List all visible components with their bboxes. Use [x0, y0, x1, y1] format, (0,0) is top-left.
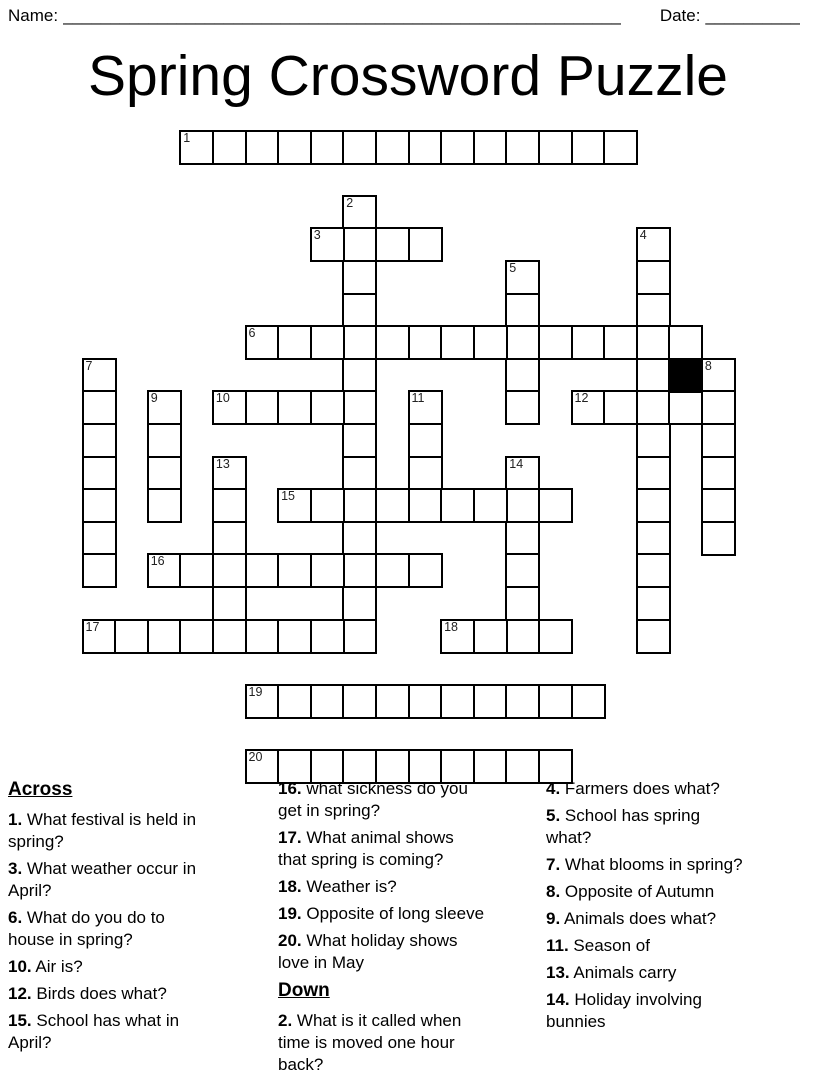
grid-cell[interactable] — [179, 553, 214, 588]
clue-14 — [546, 989, 746, 1033]
grid-cell[interactable] — [147, 456, 182, 491]
grid-cell[interactable] — [310, 488, 345, 523]
grid-cell[interactable] — [636, 423, 671, 458]
grid-cell[interactable] — [277, 488, 312, 523]
grid-cell[interactable] — [408, 390, 443, 425]
clue-text: What blooms in spring? — [560, 855, 743, 874]
clue-text: What animal shows that spring is coming? — [278, 828, 454, 869]
clue-number: 20. — [278, 931, 302, 950]
grid-cell[interactable] — [668, 325, 703, 360]
clues-column-1 — [8, 778, 278, 1059]
clue-number: 14. — [546, 990, 570, 1009]
grid-cell[interactable] — [538, 684, 573, 719]
clue-number: 11. — [546, 936, 569, 955]
grid-cell[interactable] — [375, 553, 410, 588]
cell-number: 9 — [150, 391, 158, 406]
grid-cell[interactable] — [505, 488, 540, 523]
grid-cell[interactable] — [571, 130, 606, 165]
grid-cell[interactable] — [440, 325, 475, 360]
cell-number: 8 — [704, 358, 712, 373]
grid-cell[interactable] — [310, 553, 345, 588]
grid-cell[interactable] — [701, 456, 736, 491]
clue-5 — [546, 805, 746, 849]
grid-cell[interactable] — [375, 325, 410, 360]
grid-cell[interactable] — [342, 130, 377, 165]
grid-cell[interactable] — [342, 325, 377, 360]
cell-number: 7 — [85, 358, 93, 373]
cell-number: 11 — [411, 391, 425, 406]
grid-cell[interactable] — [473, 684, 508, 719]
clue-text: Animals carry — [569, 963, 677, 982]
grid-cell[interactable] — [505, 390, 540, 425]
clue-text: Opposite of Autumn — [560, 882, 715, 901]
grid-cell[interactable] — [408, 456, 443, 491]
clue-18 — [278, 876, 486, 898]
grid-cell[interactable] — [82, 423, 117, 458]
clue-text: Animals does what? — [560, 909, 717, 928]
cell-number: 16 — [150, 554, 165, 569]
grid-cell[interactable] — [473, 130, 508, 165]
grid-cell[interactable] — [538, 325, 573, 360]
clue-number: 6. — [8, 908, 23, 927]
date-label: Date: — [659, 6, 701, 25]
grid-cell[interactable] — [408, 488, 443, 523]
grid-cell[interactable] — [310, 684, 345, 719]
grid-cell[interactable] — [505, 456, 540, 491]
grid-cell[interactable] — [375, 227, 410, 262]
grid-cell[interactable] — [212, 553, 247, 588]
grid-cell[interactable] — [82, 456, 117, 491]
grid-cell[interactable] — [212, 586, 247, 621]
grid-cell[interactable] — [505, 553, 540, 588]
clue-4 — [546, 778, 746, 800]
grid-cell[interactable] — [147, 390, 182, 425]
grid-cell[interactable] — [538, 488, 573, 523]
name-blank-line: ___________________________________________________________ — [63, 6, 621, 25]
grid-cell[interactable] — [408, 325, 443, 360]
clue-number: 15. — [8, 1011, 32, 1030]
grid-cell[interactable] — [310, 227, 345, 262]
name-label: Name: — [8, 6, 59, 25]
grid-cell[interactable] — [636, 553, 671, 588]
clue-1 — [8, 809, 213, 853]
grid-cell[interactable] — [603, 325, 638, 360]
grid-cell[interactable] — [636, 456, 671, 491]
clue-6 — [8, 907, 213, 951]
clue-text: Birds does what? — [31, 984, 167, 1003]
clue-19 — [278, 903, 486, 925]
grid-cell[interactable] — [440, 619, 475, 654]
clue-text: Air is? — [31, 957, 83, 976]
grid-cell[interactable] — [342, 488, 377, 523]
cell-number: 6 — [248, 326, 256, 341]
grid-cell[interactable] — [701, 488, 736, 523]
grid-cell[interactable] — [505, 586, 540, 621]
cell-number: 15 — [281, 489, 295, 504]
cell-number: 18 — [444, 619, 458, 634]
grid-cell[interactable] — [636, 488, 671, 523]
grid-cell[interactable] — [408, 684, 443, 719]
grid-cell[interactable] — [310, 130, 345, 165]
clue-3 — [8, 858, 213, 902]
clue-text: What weather occur in April? — [8, 859, 197, 900]
grid-cell[interactable] — [342, 423, 377, 458]
grid-cell[interactable] — [505, 619, 540, 654]
grid-cell[interactable] — [375, 130, 410, 165]
grid-cell[interactable] — [408, 227, 443, 262]
grid-cell[interactable] — [505, 684, 540, 719]
grid-cell[interactable] — [82, 488, 117, 523]
cell-number: 10 — [215, 391, 230, 406]
grid-cell[interactable] — [701, 390, 736, 425]
grid-cell[interactable] — [212, 488, 247, 523]
grid-cell[interactable] — [245, 390, 280, 425]
clue-number: 4. — [546, 779, 561, 798]
clue-10 — [8, 956, 213, 978]
clue-13 — [546, 962, 746, 984]
grid-cell[interactable] — [701, 521, 736, 556]
grid-cell[interactable] — [277, 390, 312, 425]
cell-number: 4 — [639, 228, 647, 243]
grid-cell[interactable] — [82, 619, 117, 654]
clue-number: 9. — [546, 909, 561, 928]
clue-number: 17. — [278, 828, 302, 847]
grid-cell[interactable] — [342, 260, 377, 295]
cell-number: 13 — [215, 456, 230, 471]
clue-number: 18. — [278, 877, 302, 896]
clue-16 — [278, 778, 486, 822]
grid-cell[interactable] — [342, 293, 377, 328]
cell-number: 12 — [574, 391, 589, 406]
clue-text: Opposite of long sleeve — [301, 904, 485, 923]
clue-7 — [546, 854, 746, 876]
clue-number: 3. — [8, 859, 23, 878]
cell-number: 5 — [509, 260, 517, 275]
grid-cell[interactable] — [114, 619, 149, 654]
clue-20 — [278, 930, 486, 974]
grid-cell[interactable] — [505, 260, 540, 295]
grid-cell[interactable] — [636, 227, 671, 262]
grid-cell[interactable] — [440, 684, 475, 719]
clue-number: 2. — [278, 1011, 293, 1030]
grid-cell[interactable] — [538, 619, 573, 654]
cell-number: 1 — [183, 130, 191, 145]
grid-cell[interactable] — [342, 684, 377, 719]
clue-number: 7. — [546, 855, 561, 874]
date-blank-line: __________ — [705, 6, 800, 25]
grid-cell[interactable] — [440, 130, 475, 165]
grid-cell[interactable] — [636, 390, 671, 425]
grid-cell[interactable] — [701, 423, 736, 458]
grid-cell[interactable] — [473, 488, 508, 523]
grid-cell[interactable] — [147, 619, 182, 654]
clues-section — [8, 778, 808, 1081]
cell-number: 14 — [509, 456, 524, 471]
grid-cell[interactable] — [375, 684, 410, 719]
clue-text: Holiday involving bunnies — [546, 990, 702, 1031]
clue-text: what sickness do you get in spring? — [278, 779, 468, 820]
cell-number: 2 — [346, 195, 354, 210]
clue-2 — [278, 1010, 486, 1076]
grid-cell[interactable] — [701, 358, 736, 393]
grid-cell[interactable] — [245, 619, 280, 654]
grid-cell[interactable] — [668, 390, 703, 425]
clue-number: 19. — [278, 904, 302, 923]
grid-cell[interactable] — [310, 390, 345, 425]
grid-cell[interactable] — [571, 684, 606, 719]
clue-number: 1. — [8, 810, 23, 829]
grid-cell[interactable] — [636, 260, 671, 295]
grid-cell[interactable] — [147, 488, 182, 523]
grid-cell[interactable] — [473, 325, 508, 360]
clue-text: What is it called when time is moved one hour back? — [278, 1011, 462, 1074]
grid-cell[interactable] — [245, 553, 280, 588]
cell-number: 19 — [248, 684, 263, 699]
grid-cell[interactable] — [82, 358, 117, 393]
grid-cell[interactable] — [342, 553, 377, 588]
clue-text: School has what in April? — [8, 1011, 180, 1052]
clue-15 — [8, 1010, 213, 1054]
across-section-header: Across — [8, 779, 73, 800]
clue-number: 12. — [8, 984, 32, 1003]
grid-cell[interactable] — [505, 293, 540, 328]
clue-text: What do you do to house in spring? — [8, 908, 165, 949]
grid-cell[interactable] — [342, 390, 377, 425]
grid-cell[interactable] — [277, 619, 312, 654]
grid-cell[interactable] — [375, 488, 410, 523]
grid-cell[interactable] — [636, 293, 671, 328]
clue-text: Weather is? — [301, 877, 397, 896]
grid-cell[interactable] — [342, 586, 377, 621]
grid-cell[interactable] — [473, 619, 508, 654]
grid-cell[interactable] — [212, 521, 247, 556]
grid-cell[interactable] — [440, 488, 475, 523]
grid-cell[interactable] — [571, 390, 606, 425]
grid-cell[interactable] — [277, 684, 312, 719]
grid-cell[interactable] — [245, 130, 280, 165]
cell-number: 3 — [313, 228, 321, 243]
grid-cell[interactable] — [538, 130, 573, 165]
clue-8 — [546, 881, 746, 903]
grid-cell[interactable] — [310, 619, 345, 654]
puzzle-title: Spring Crossword Puzzle — [88, 44, 728, 108]
grid-cell[interactable] — [82, 521, 117, 556]
grid-cell[interactable] — [212, 456, 247, 491]
grid-cell[interactable] — [603, 130, 638, 165]
grid-cell[interactable] — [636, 619, 671, 654]
grid-cell[interactable] — [147, 423, 182, 458]
clues-column-2 — [278, 778, 546, 1081]
grid-cell[interactable] — [603, 390, 638, 425]
clue-9 — [546, 908, 746, 930]
clue-11 — [546, 935, 746, 957]
clue-number: 5. — [546, 806, 561, 825]
grid-cell[interactable] — [277, 130, 312, 165]
cell-number: 17 — [85, 619, 100, 634]
grid-cell[interactable] — [310, 325, 345, 360]
grid-cell[interactable] — [245, 325, 280, 360]
grid-cell[interactable] — [408, 553, 443, 588]
grid-cell[interactable] — [505, 521, 540, 556]
grid-cell[interactable] — [147, 553, 182, 588]
clue-text: What holiday shows love in May — [278, 931, 458, 972]
grid-cell[interactable] — [245, 684, 280, 719]
clues-column-3 — [546, 778, 808, 1038]
grid-cell[interactable] — [342, 195, 377, 230]
grid-cell[interactable] — [636, 325, 671, 360]
grid-cell[interactable] — [342, 227, 377, 262]
clue-number: 10. — [8, 957, 32, 976]
grid-cell[interactable] — [212, 130, 247, 165]
clue-12 — [8, 983, 213, 1005]
grid-cell[interactable] — [636, 586, 671, 621]
grid-cell[interactable] — [342, 619, 377, 654]
grid-cell[interactable] — [277, 325, 312, 360]
clue-text: Season of — [568, 936, 650, 955]
grid-cell[interactable] — [505, 358, 540, 393]
cell-number: 20 — [248, 749, 263, 764]
grid-cell[interactable] — [408, 130, 443, 165]
grid-cell[interactable] — [82, 390, 117, 425]
grid-cell[interactable] — [342, 358, 377, 393]
grid-cell[interactable] — [179, 619, 214, 654]
clue-17 — [278, 827, 486, 871]
clue-number: 8. — [546, 882, 561, 901]
grid-cell[interactable] — [505, 325, 540, 360]
grid-cell[interactable] — [212, 619, 247, 654]
grid-cell[interactable] — [342, 521, 377, 556]
grid-cell[interactable] — [636, 521, 671, 556]
grid-cell[interactable] — [342, 456, 377, 491]
clue-text: School has spring what? — [546, 806, 701, 847]
clue-number: 16. — [278, 779, 302, 798]
down-section-header: Down — [278, 980, 330, 1001]
grid-cell[interactable] — [408, 423, 443, 458]
grid-black-cell — [668, 358, 703, 393]
grid-cell[interactable] — [179, 130, 214, 165]
clue-number: 13. — [546, 963, 570, 982]
grid-cell[interactable] — [636, 358, 671, 393]
grid-cell[interactable] — [571, 325, 606, 360]
grid-cell[interactable] — [212, 390, 247, 425]
clue-text: Farmers does what? — [560, 779, 720, 798]
clue-text: What festival is held in spring? — [8, 810, 197, 851]
grid-cell[interactable] — [505, 130, 540, 165]
grid-cell[interactable] — [82, 553, 117, 588]
grid-cell[interactable] — [277, 553, 312, 588]
